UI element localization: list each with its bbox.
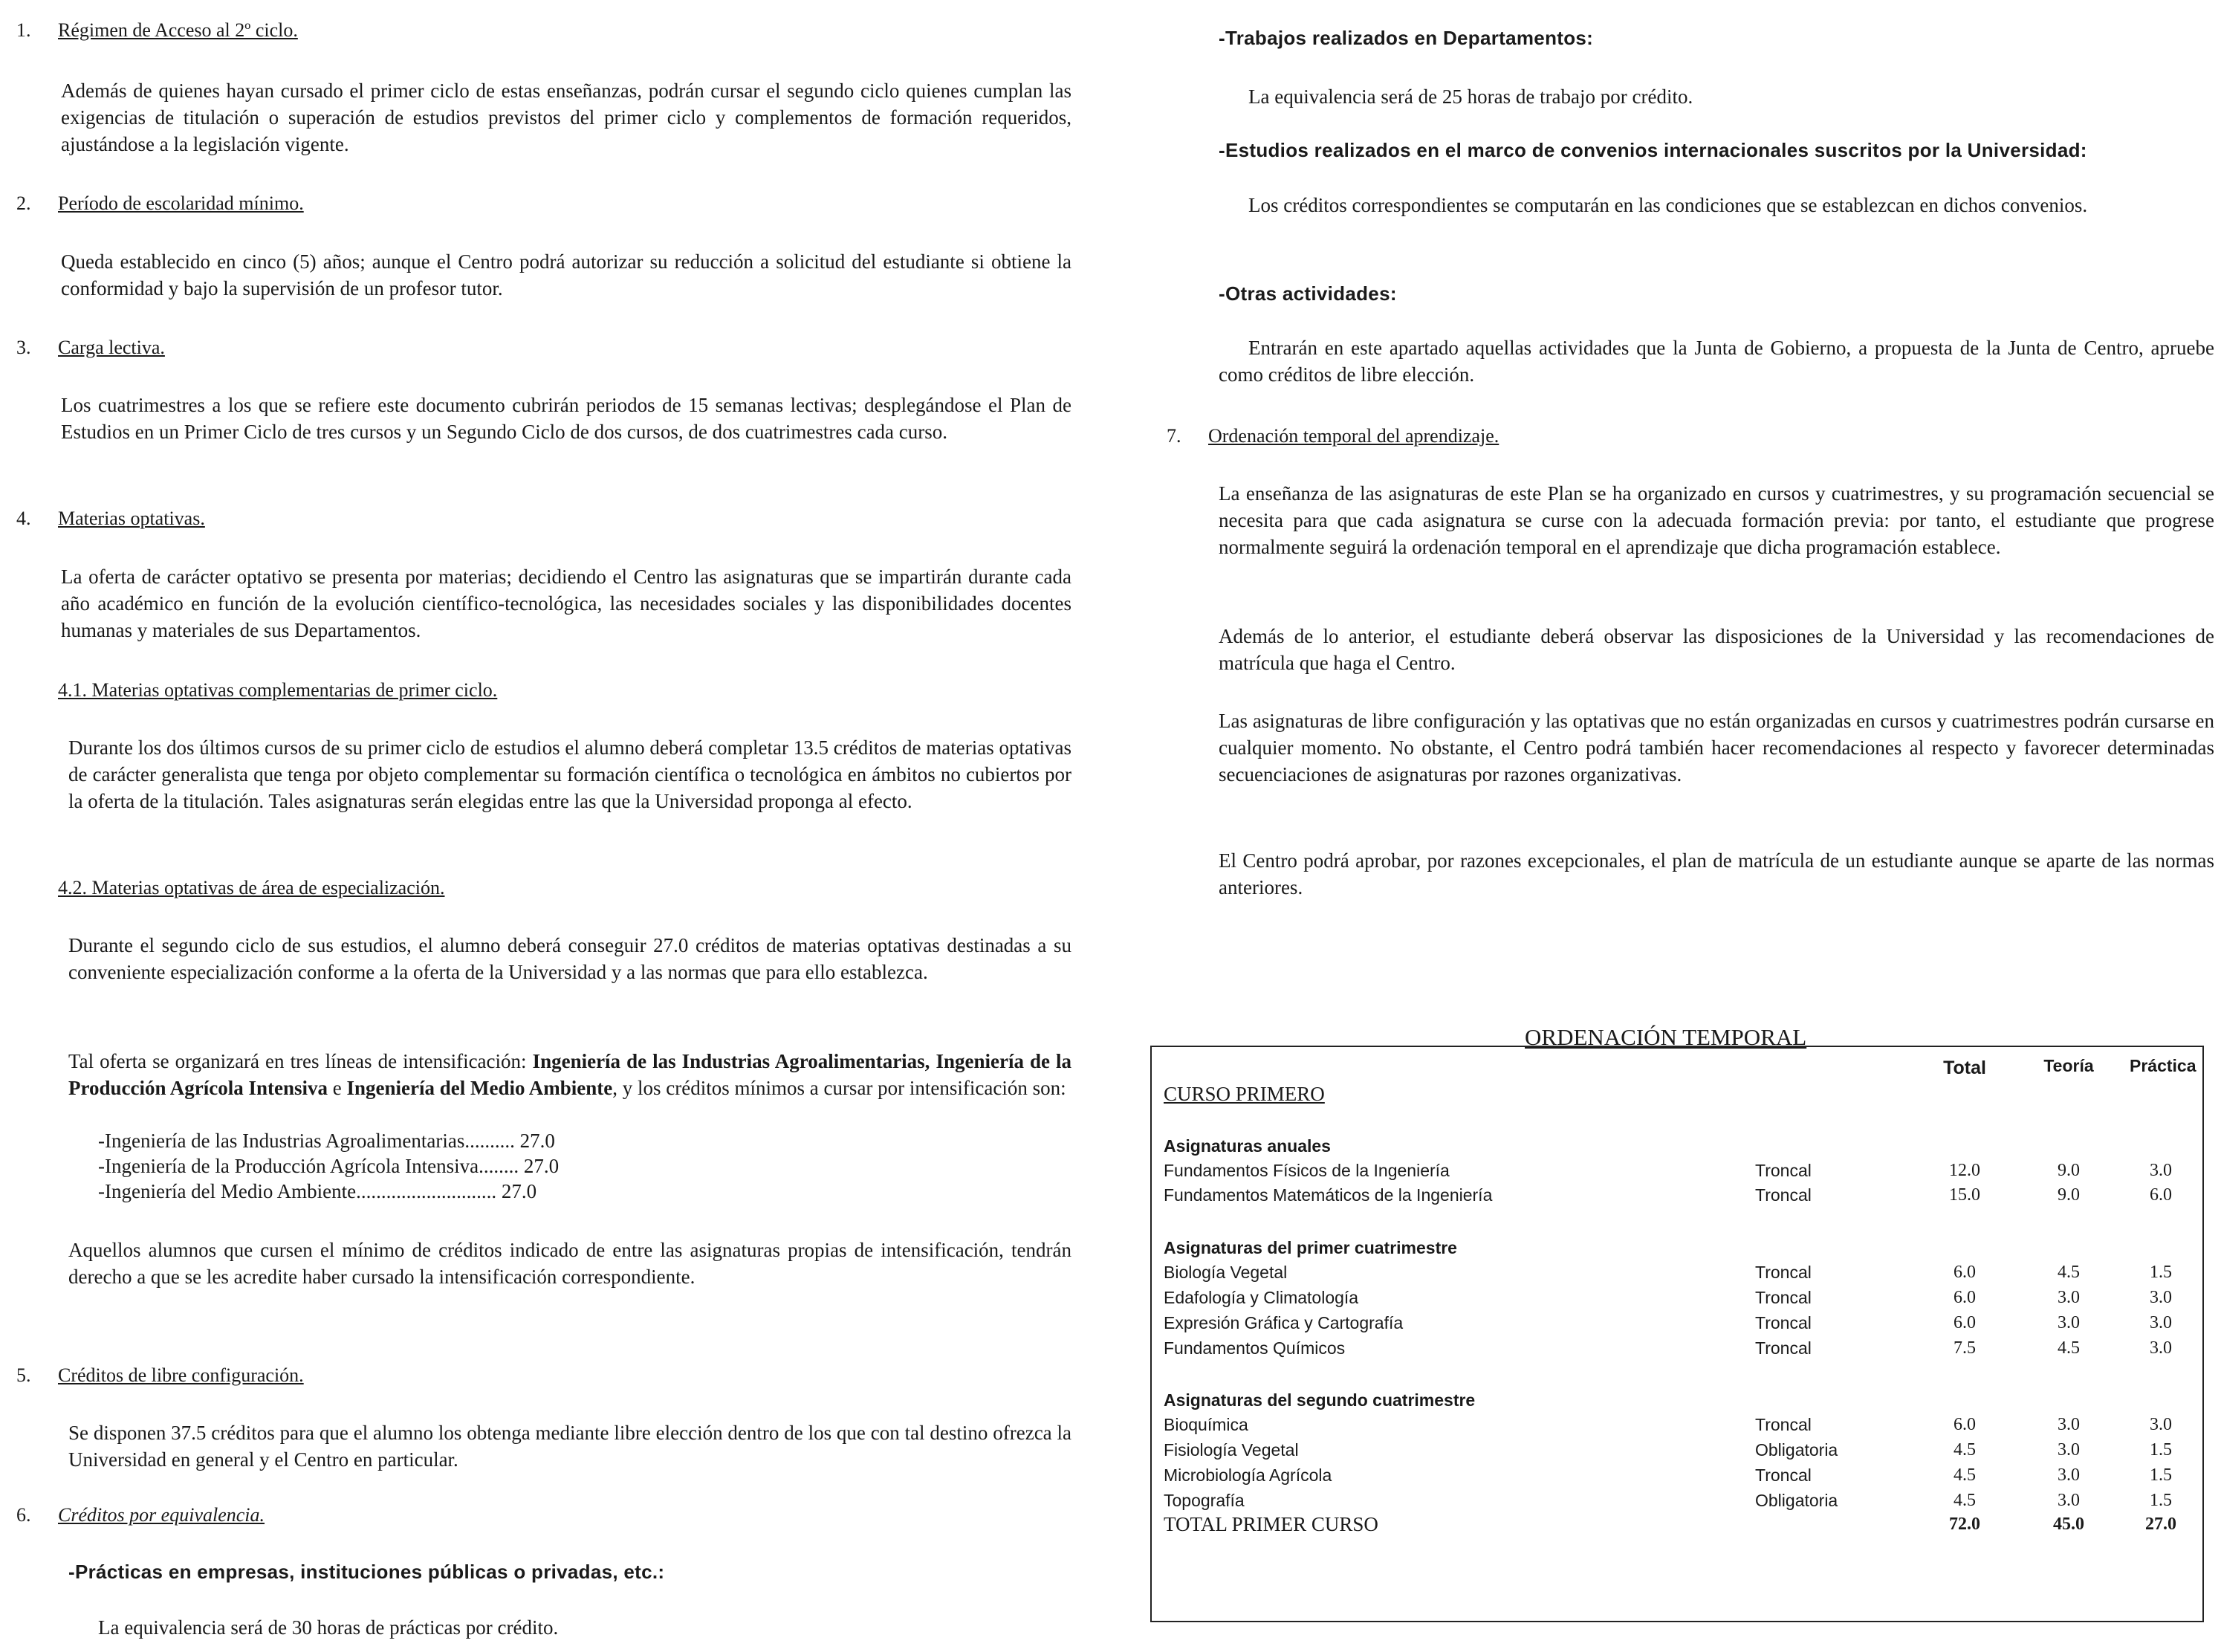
internships-text: La equivalencia será de 30 horas de prácticas por crédito.	[98, 1616, 559, 1639]
column-header-total: Total	[1943, 1057, 1986, 1078]
section-4-text: La oferta de carácter optativo se presenta por materias; decidiendo el Centro las asignaturas que se impartirán durante cada año académico en función de la evolución científico-tecnológica, las necesidades sociales y las disponibilidades docentes humanas y materiales de sus Departamentos.	[61, 566, 1071, 641]
ordering-table	[1150, 1046, 2204, 1622]
section-7-paragraph-3: Las asignaturas de libre configuración y las optativas que no están organizadas en cursos y cuatrimestres podrán cursarse en cualquier momento. No obstante, el Centro podrá también hacer recomendaciones al respecto y favorecer determinadas secuenciaciones de asignaturas por razones organizativas.	[1219, 710, 2214, 785]
total-value: 12.0	[1949, 1161, 1980, 1180]
total-practica: 27.0	[2145, 1515, 2176, 1534]
section-5-heading: 5. Créditos de libre configuración.	[16, 1364, 304, 1386]
teoria-value: 4.5	[2058, 1338, 2080, 1358]
section-7-heading: 7. Ordenación temporal del aprendizaje.	[1167, 425, 1499, 447]
practica-value: 3.0	[2150, 1313, 2172, 1332]
section-2-text: Queda establecido en cinco (5) años; aunque el Centro podrá autorizar su reducción a solicitud del estudiante si obtiene la conformidad y bajo la supervisión de un profesor tutor.	[61, 250, 1071, 299]
total-value: 6.0	[1953, 1415, 1976, 1434]
practica-value: 1.5	[2150, 1491, 2172, 1510]
internships-heading: -Prácticas en empresas, instituciones públicas o privadas, etc.:	[68, 1561, 665, 1583]
teoria-value: 9.0	[2058, 1185, 2080, 1205]
practica-value: 3.0	[2150, 1338, 2172, 1358]
section-6-heading: 6. Créditos por equivalencia.	[16, 1504, 265, 1526]
total-value: 15.0	[1949, 1185, 1980, 1205]
subject-type: Obligatoria	[1755, 1491, 1838, 1510]
subject-type: Troncal	[1755, 1338, 1812, 1358]
subsection-4-2-heading: 4.2. Materias optativas de área de especialización.	[58, 877, 445, 898]
subject-name: Biología Vegetal	[1164, 1263, 1288, 1282]
total-value: 6.0	[1953, 1313, 1976, 1332]
subject-name: Bioquímica	[1164, 1415, 1248, 1434]
subject-type: Troncal	[1755, 1185, 1812, 1205]
practica-value: 1.5	[2150, 1263, 2172, 1282]
other-activities-text: Entrarán en este apartado aquellas actividades que la Junta de Gobierno, a propuesta de la Junta de Centro, apruebe como créditos de libre elección.	[1219, 337, 2214, 386]
other-activities-heading: -Otras actividades:	[1219, 282, 1397, 305]
section-4-heading: 4. Materias optativas.	[16, 508, 205, 529]
department-work-text: La equivalencia será de 25 horas de trabajo por crédito.	[1248, 85, 1693, 108]
group-heading: Asignaturas del segundo cuatrimestre	[1164, 1390, 1476, 1410]
teoria-value: 3.0	[2058, 1313, 2080, 1332]
total-teoria: 45.0	[2053, 1515, 2084, 1534]
total-value: 6.0	[1953, 1288, 1976, 1307]
intensification-offer: Tal oferta se organizará en tres líneas de intensificación: Ingeniería de las Industrias Agroalimentarias, Ingeniería de la Producción Agrícola Intensiva e Ingeniería del Medio Ambiente, y los créditos mínimos a cursar por intensificación son:	[68, 1050, 1072, 1099]
subject-type: Troncal	[1755, 1313, 1812, 1332]
section-3-text: Los cuatrimestres a los que se refiere este documento cubrirán periodos de 15 semanas lectivas; desplegándose el Plan de Estudios en un Primer Ciclo de tres cursos y un Segundo Ciclo de dos cursos, de dos cuatrimestres cada curso.	[61, 394, 1071, 443]
section-7-paragraph-2: Además de lo anterior, el estudiante deberá observar las disposiciones de la Universidad y las recomendaciones de matrícula que haga el Centro.	[1219, 625, 2214, 674]
practica-value: 3.0	[2150, 1415, 2172, 1434]
subsection-4-2-text: Durante el segundo ciclo de sus estudios, el alumno deberá conseguir 27.0 créditos de materias optativas destinadas a su conveniente especialización conforme a la oferta de la Universidad y a las normas que para ello establezca.	[68, 934, 1071, 983]
teoria-value: 3.0	[2058, 1288, 2080, 1307]
section-2-heading: 2. Período de escolaridad mínimo.	[16, 192, 304, 214]
teoria-value: 4.5	[2058, 1263, 2080, 1282]
list-item: -Ingeniería de las Industrias Agroalimentarias.......... 27.0	[98, 1130, 555, 1152]
total-value: 4.5	[1953, 1491, 1976, 1510]
course-heading: CURSO PRIMERO	[1164, 1083, 1325, 1105]
subject-name: Topografía	[1164, 1491, 1245, 1510]
subject-name: Fundamentos Químicos	[1164, 1338, 1346, 1358]
table-title: ORDENACIÓN TEMPORAL	[1525, 1024, 1807, 1050]
subject-name: Microbiología Agrícola	[1164, 1465, 1332, 1485]
international-agreements-heading: -Estudios realizados en el marco de convenios internacionales suscritos por la Universidad:	[1219, 139, 2087, 161]
total-value: 4.5	[1953, 1440, 1976, 1460]
subject-name: Edafología y Climatología	[1164, 1288, 1359, 1307]
total-value: 7.5	[1953, 1338, 1976, 1358]
subject-type: Troncal	[1755, 1465, 1812, 1485]
practica-value: 1.5	[2150, 1465, 2172, 1485]
practica-value: 3.0	[2150, 1161, 2172, 1180]
section-3-heading: 3. Carga lectiva.	[16, 337, 165, 358]
subject-name: Fisiología Vegetal	[1164, 1440, 1299, 1460]
total-total: 72.0	[1949, 1515, 1980, 1534]
department-work-heading: -Trabajos realizados en Departamentos:	[1219, 27, 1594, 49]
practica-value: 6.0	[2150, 1185, 2172, 1205]
teoria-value: 3.0	[2058, 1491, 2080, 1510]
subject-name: Fundamentos Físicos de la Ingeniería	[1164, 1161, 1450, 1180]
teoria-value: 3.0	[2058, 1415, 2080, 1434]
section-5-text: Se disponen 37.5 créditos para que el alumno los obtenga mediante libre elección dentro de los que con tal destino ofrezca la Universidad en general y el Centro en particular.	[68, 1422, 1071, 1471]
section-7-paragraph-4: El Centro podrá aprobar, por razones excepcionales, el plan de matrícula de un estudiante aunque se aparte de las normas anteriores.	[1219, 849, 2214, 898]
total-value: 6.0	[1953, 1263, 1976, 1282]
intensification-closing: Aquellos alumnos que cursen el mínimo de créditos indicado de entre las asignaturas propias de intensificación, tendrán derecho a que se les acredite haber cursado la intensificación correspondiente.	[68, 1239, 1071, 1288]
subject-type: Troncal	[1755, 1288, 1812, 1307]
column-header-practica: Práctica	[2130, 1056, 2196, 1075]
section-7-paragraph-1: La enseñanza de las asignaturas de este Plan se ha organizado en cursos y cuatrimestres, y su programación secuencial se necesita para que cada asignatura se curse con la adecuada formación previa: por tanto, el estudiante que progrese normalmente seguirá la ordenación temporal en el aprendizaje que dicha programación establece.	[1219, 482, 2214, 558]
teoria-value: 3.0	[2058, 1440, 2080, 1460]
subject-type: Troncal	[1755, 1263, 1812, 1282]
subsection-4-1-heading: 4.1. Materias optativas complementarias de primer ciclo.	[58, 679, 498, 701]
subject-type: Obligatoria	[1755, 1440, 1838, 1460]
subject-type: Troncal	[1755, 1415, 1812, 1434]
teoria-value: 9.0	[2058, 1161, 2080, 1180]
section-1-text: Además de quienes hayan cursado el primer ciclo de estas enseñanzas, podrán cursar el segundo ciclo quienes cumplan las exigencias de titulación o superación de estudios previstos del primer ciclo y complementos de formación requeridos, ajustándose a la legislación vigente.	[61, 80, 1071, 155]
total-value: 4.5	[1953, 1465, 1976, 1485]
group-heading: Asignaturas anuales	[1164, 1136, 1331, 1156]
column-header-teoria: Teoría	[2043, 1056, 2094, 1075]
group-heading: Asignaturas del primer cuatrimestre	[1164, 1238, 1457, 1257]
teoria-value: 3.0	[2058, 1465, 2080, 1485]
subject-name: Fundamentos Matemáticos de la Ingeniería	[1164, 1185, 1493, 1205]
section-1-heading: 1. Régimen de Acceso al 2º ciclo.	[16, 19, 298, 41]
list-item: -Ingeniería del Medio Ambiente............................ 27.0	[98, 1180, 537, 1202]
intensification-credits-list	[98, 1128, 559, 1204]
practica-value: 3.0	[2150, 1288, 2172, 1307]
practica-value: 1.5	[2150, 1440, 2172, 1460]
international-agreements-text: Los créditos correspondientes se computarán en las condiciones que se establezcan en dichos convenios.	[1248, 194, 2088, 216]
subsection-4-1-text: Durante los dos últimos cursos de su primer ciclo de estudios el alumno deberá completar 13.5 créditos de materias optativas de carácter generalista que tenga por objeto complementar su formación científica o tecnológica en ámbitos no cubiertos por la oferta de la titulación. Tales asignaturas serán elegidas entre las que la Universidad proponga al efecto.	[68, 736, 1071, 812]
subject-name: Expresión Gráfica y Cartografía	[1164, 1313, 1404, 1332]
total-label: TOTAL PRIMER CURSO	[1164, 1513, 1378, 1535]
list-item: -Ingeniería de la Producción Agrícola Intensiva........ 27.0	[98, 1155, 560, 1177]
subject-type: Troncal	[1755, 1161, 1812, 1180]
